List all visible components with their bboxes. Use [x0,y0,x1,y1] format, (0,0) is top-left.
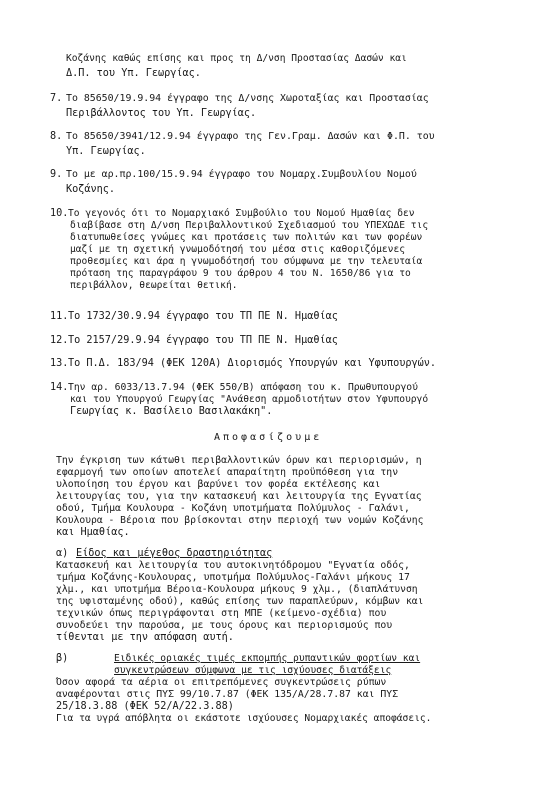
decision-heading: Αποφασίζουμε [214,432,323,443]
item-line: Υπ. Γεωργίας. [66,146,146,157]
item-line: διαβίβασε στη Δ/νση Περιβαλλοντικού Σχεδιασμού του ΥΠΕΧΩΔΕ τις [70,220,429,231]
decision-line: οδού, Τμήμα Κουλουρα - Κοζάνη υποτμήματα Πολύμυλος - Γαλάνι, [56,503,410,514]
section-b-line: Για τα υγρά απόβλητα οι εκάστοτε ισχύουσες Νομαρχιακές αποφάσεις. [56,713,432,724]
item-number: 7. [50,93,63,104]
item-number: 8. [50,131,63,142]
section-a-line: συνοδεύει την παρούσα, με τους όρους και περιορισμούς που [56,620,393,631]
section-b-label: β) [56,653,69,664]
decision-line: εφαρμογή των οποίων αποτελεί απαραίτητη προϋπόθεση για την [56,467,399,478]
item-line: Το με αρ.πρ.100/15.9.94 έγγραφο του Νομαρχ.Συμβουλίου Νομού [66,169,417,180]
decision-line: Κουλουρα - Βέροια που βρίσκονται στην περιοχή των νομών Κοζάνης [56,515,424,526]
item-line: Γεωργίας κ. Βασίλειο Βασιλακάκη". [70,406,273,417]
item-line: Το 85650/3941/12.9.94 έγγραφο της Γεν.Γραμ. Δασών και Φ.Π. του [66,131,435,142]
decision-line: υλοποίηση του έργου και βαρύνει τον φορέα εκτέλεσης και [56,479,381,490]
decision-line: λειτουργίας του, για την κατασκευή και λειτουργία της Εγνατίας [56,491,422,502]
section-b-line: αναφέρονται στις ΠΥΣ 99/10.7.87 (ΦΕΚ 135/Α/28.7.87 και ΠΥΣ [56,689,399,700]
item-number: 9. [50,169,63,180]
item-line: Το 2157/29.9.94 έγγραφο του ΤΠ ΠΕ Ν. Ημαθίας [68,335,338,346]
item-number: 14. [50,382,69,393]
section-b-title: συγκεντρώσεων σύμφωνα με τις ισχύουσες διατάξεις [114,665,392,676]
section-b-line: Όσον αφορά τα αέρια οι επιτρεπόμενες συγκεντρώσεις ρύπων [56,677,387,688]
item-line: περιβάλλον, θεωρείται θετική. [70,280,238,291]
item-line: και του Υπουργού Γεωργίας "Ανάθεση αρμοδιοτήτων στον Υφυπουργό [70,394,429,405]
item-number: 11. [50,311,69,322]
section-a-title: Είδος και μέγεθος δραστηριότητας [76,548,273,559]
decision-line: Την έγκριση των κάτωθι περιβαλλοντικών όρων και περιορισμών, η [56,455,422,466]
section-a-line: τεχνικών όπως περιγράφονται στη ΜΠΕ (κείμενο-σχέδια) που [56,608,387,619]
item-line: μαζί με τη σχετική γνωμοδότησή του μέσα στις καθοριζόμενες [70,244,406,255]
decision-line: και Ημαθίας. [56,527,130,538]
item-line: Την αρ. 6033/13.7.94 (ΦΕΚ 550/Β) απόφαση του κ. Πρωθυπουργού [68,382,418,393]
item-line: Το γεγονός ότι το Νομαρχιακό Συμβούλιο του Νομού Ημαθίας δεν [68,208,415,219]
item-line: Το Π.Δ. 183/94 (ΦΕΚ 120Α) Διορισμός Υπουργών και Υφυπουργών. [68,358,437,369]
item-line: Περιβάλλοντος του Υπ. Γεωργίας. [66,108,257,119]
section-a-label: α) [56,548,69,559]
intro-line: Δ.Π. του Υπ. Γεωργίας. [66,68,201,79]
section-a-line: Κατασκευή και λειτουργία του αυτοκινητόδρομου "Εγνατία οδός, [56,560,410,571]
item-number: 10. [50,208,69,219]
item-line: Κοζάνης. [66,184,116,195]
section-b-line: 25/18.3.88 (ΦΕΚ 52/Α/22.3.88) [56,701,234,712]
section-b-title: Ειδικές οριακές τιμές εκπομπής ρυπαντικών φορτίων και [114,653,421,664]
item-number: 13. [50,358,69,369]
item-number: 12. [50,335,69,346]
item-line: διατυπωθείσες γνώμες και προτάσεις των πολιτών και των φορέων [70,232,423,243]
item-line: προθεσμίες και άρα η γνωμοδότησή του σύμφωνα με την τελευταία [70,256,423,267]
section-a-line: χλμ., και υποτμήμα Βέροια-Κουλουρα μήκους 9 χλμ., (διαπλάτυνση [56,584,418,595]
section-a-line: τμήμα Κοζάνης-Κουλουρας, υποτμήμα Πολύμυλος-Γαλάνι μήκους 17 [56,572,410,583]
intro-line: Κοζάνης καθώς επίσης και προς τη Δ/νση Προστασίας Δασών και [66,53,407,64]
item-line: πρόταση της παραγράφου 9 του άρθρου 4 του Ν. 1650/86 για το [70,268,411,279]
section-a-line: της υφισταμένης οδού), καθώς επίσης των παραπλεύρων, κόμβων και [56,596,424,607]
section-a-line: τίθενται με την απόφαση αυτή. [56,632,234,643]
item-line: Το 85650/19.9.94 έγγραφο της Δ/νσης Χωροταξίας και Προστασίας [66,93,429,104]
item-line: Το 1732/30.9.94 έγγραφο του ΤΠ ΠΕ Ν. Ημαθίας [68,311,338,322]
